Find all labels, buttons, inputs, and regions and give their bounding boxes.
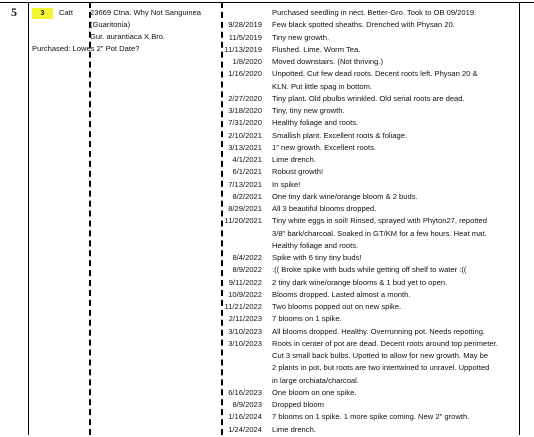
entry-note: Unpotted. Cut few dead roots. Decent roots left. Physan 20 & xyxy=(272,69,478,79)
log-entry xyxy=(0,338,534,385)
entry-note: 1" new growth. Excellent roots. xyxy=(272,142,376,152)
entry-note: Healthy foliage and roots. xyxy=(272,240,359,250)
plant-name-line: (Guaritonia) xyxy=(90,20,131,29)
log-entry xyxy=(0,155,534,167)
entry-note: Few black spotted sheaths. Drenched with Physan 20. xyxy=(272,20,455,30)
log-entry xyxy=(0,20,534,32)
log-entry xyxy=(0,143,534,155)
log-entry xyxy=(0,180,534,192)
log-entry xyxy=(0,278,534,290)
entry-date: 2/27/2020 xyxy=(228,93,262,103)
entry-note: Tiny plant. Old pbulbs wrinkled. Old serial roots are dead. xyxy=(272,93,465,103)
entry-note: 3/8" bark/charcoal. Soaked in GT/KM for a few hours. Heat mat. xyxy=(272,228,487,238)
log-entry xyxy=(0,167,534,179)
entry-date: 11/21/2022 xyxy=(224,302,262,311)
entry-date: 2/11/2023 xyxy=(228,314,262,324)
entry-date: 11/13/2019 xyxy=(224,44,262,54)
entry-date: 3/18/2020 xyxy=(228,106,262,115)
entry-note: Blooms dropped. Lasted almost a month. xyxy=(272,289,411,299)
log-entry xyxy=(0,45,534,57)
log-entry xyxy=(0,94,534,106)
genus-label: Catt xyxy=(59,8,73,17)
log-entry xyxy=(0,131,534,143)
entry-note: All blooms dropped. Healthy. Overrunning pot. Needs repotting. xyxy=(272,326,486,336)
entry-date: 4/1/2021 xyxy=(232,155,262,164)
entry-note: Tiny, tiny new growth. xyxy=(272,106,345,115)
entry-note: Moved downstairs. (Not thriving.) xyxy=(272,57,383,66)
entry-date: 3/13/2021 xyxy=(228,142,262,152)
log-entry xyxy=(0,69,534,91)
entry-date: 1/16/2020 xyxy=(228,69,262,79)
entry-note: Tiny white eggs in soil! Rinsed, sprayed with Phyton27, repotted xyxy=(272,216,487,226)
entry-date: 7/31/2020 xyxy=(228,118,262,128)
entry-note: Lime drench. xyxy=(272,424,316,434)
entry-note: Two blooms popped out on new spike. xyxy=(272,302,402,311)
entry-note: 2 tiny dark wine/orange blooms & 1 bud yet to open. xyxy=(272,277,448,287)
log-entry xyxy=(0,314,534,326)
purchase-info: Purchased: Lowes 2" Pot Date? xyxy=(32,44,140,53)
entry-date: 6/16/2023 xyxy=(228,387,262,397)
entry-date: 8/2/2021 xyxy=(232,191,262,201)
status-badge: 3 xyxy=(32,8,53,19)
entry-note: KLN. Put little spag in bottom. xyxy=(272,81,373,91)
entry-date: 8/9/2022 xyxy=(232,265,262,275)
entry-date: 9/11/2022 xyxy=(228,277,262,287)
entry-date: 11/5/2019 xyxy=(228,32,262,42)
entry-date: 2/10/2021 xyxy=(228,130,262,140)
log-entry xyxy=(0,253,534,265)
entry-date: 3/10/2023 xyxy=(228,338,262,348)
log-entry xyxy=(0,327,534,339)
entry-date: 3/10/2023 xyxy=(228,326,262,336)
entry-note: Robust growth! xyxy=(272,167,324,177)
entry-note: Cut 3 small back bulbs. Upotted to allow for new growth. May be xyxy=(272,351,489,360)
entry-note: All 3 beautiful blooms dropped. xyxy=(272,204,377,213)
entry-note: Purchased seedling in nect. Better-Gro. Took to OB 09/2019. xyxy=(272,8,477,17)
entry-date: 11/20/2021 xyxy=(224,216,262,226)
log-entry xyxy=(0,388,534,400)
entry-date: 7/13/2021 xyxy=(228,179,262,189)
entry-note: In spike! xyxy=(272,179,301,189)
entry-date: 1/24/2024 xyxy=(228,424,262,434)
log-entry xyxy=(0,204,534,216)
log-entry xyxy=(0,57,534,69)
entry-date: 1/8/2020 xyxy=(232,57,262,66)
plant-name-line: Gur. aurantiaca X Bro. xyxy=(90,32,166,41)
log-entry xyxy=(0,400,534,412)
top-border xyxy=(0,2,534,3)
entry-note: 7 blooms on 1 spike. 1 more spike coming. New 2" growth. xyxy=(272,412,470,422)
log-entry xyxy=(0,106,534,118)
entry-note: One bloom on one spike. xyxy=(272,387,357,397)
entry-note: Dropped bloom xyxy=(272,400,324,409)
entry-note: Spike with 6 tiny tiny buds! xyxy=(272,253,362,262)
entry-note: Tiny new growth. xyxy=(272,32,330,42)
entry-note: One tiny dark wine/orange bloom & 2 buds. xyxy=(272,191,418,201)
entry-note: 7 blooms on 1 spike. xyxy=(272,314,342,324)
log-entry xyxy=(0,216,534,250)
entry-date: 9/28/2019 xyxy=(228,20,262,30)
entry-note: Roots in center of pot are dead. Decent roots around top perimeter. xyxy=(272,338,498,348)
entry-date: 8/4/2022 xyxy=(232,253,262,262)
entry-note: Flushed. Lime. Worm Tea. xyxy=(272,44,361,54)
entry-note: Lime drench. xyxy=(272,155,316,164)
entry-date: 1/16/2024 xyxy=(228,412,262,422)
entry-note: :(( Broke spike with buds while getting off shelf to water :(( xyxy=(272,265,467,275)
entry-note: Smallish plant. Excellent roots & foliage. xyxy=(272,130,408,140)
log-entry xyxy=(0,412,534,424)
entry-date: 8/29/2021 xyxy=(228,204,262,213)
log-entry xyxy=(0,192,534,204)
log-entry xyxy=(0,118,534,130)
entry-date: 8/9/2023 xyxy=(232,400,262,409)
entry-date: 10/9/2022 xyxy=(228,289,262,299)
log-entry xyxy=(0,8,534,20)
entry-note: Healthy foliage and roots. xyxy=(272,118,359,128)
log-entry xyxy=(0,33,534,45)
row-number: 5 xyxy=(11,5,17,19)
log-entry xyxy=(0,265,534,277)
log-entry xyxy=(0,302,534,314)
entry-note: 2 plants in pot, but roots are two intertwined to unravel. Uppotted xyxy=(272,363,490,373)
entry-note: in large orchiata/charcoal. xyxy=(272,375,359,385)
log-entry xyxy=(0,290,534,302)
entry-date: 6/1/2021 xyxy=(232,167,262,177)
plant-name-line: 23669 Ctna. Why Not Sanguinea xyxy=(90,8,202,17)
